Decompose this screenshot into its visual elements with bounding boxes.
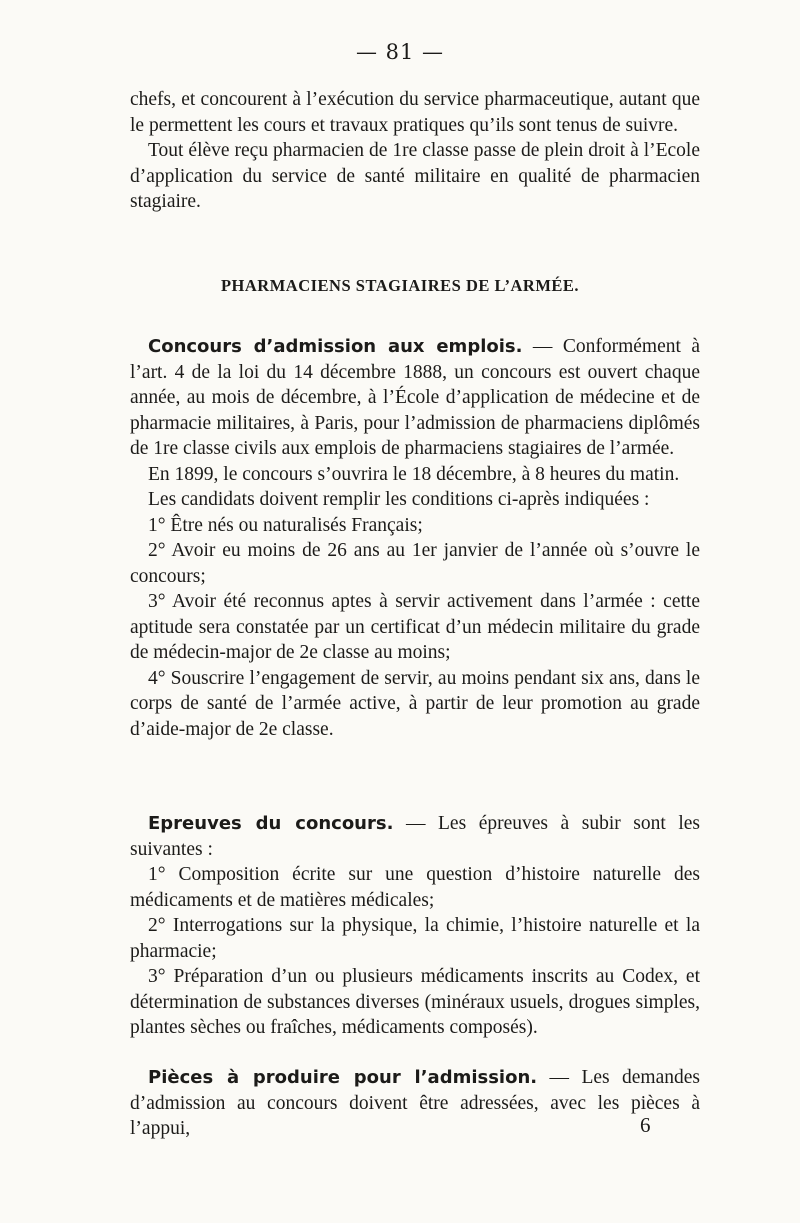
intro-paragraph-2: Tout élève reçu pharmacien de 1re classe passe de plein droit à l’Ecole d’application du service de santé militaire en qualité de pharmacien stagiaire. [130,140,700,212]
epreuve-item: 1° Composition écrite sur une question d’histoire naturelle des médicaments et de matières médicales; [130,864,700,911]
conditions-intro: Les candidats doivent remplir les conditions ci-après indiquées : [148,489,650,510]
concours-date-paragraph: En 1899, le concours s’ouvrira le 18 décembre, à 8 heures du matin. [148,463,680,485]
condition-item: 1° Être nés ou naturalisés Français; [148,514,423,536]
condition-item: 2° Avoir eu moins de 26 ans au 1er janvier de l’année où s’ouvre le concours; [130,540,700,587]
condition-item: 4° Souscrire l’engagement de servir, au moins pendant six ans, dans le corps de santé de l’armée active, à partir de leur promotion au grade d’aide-major de 2e classe. [130,667,700,740]
pieces-paragraph [130,1065,700,1142]
concours-paragraph [130,334,700,462]
pieces-heading: Pièces à produire pour l’admission. [148,1067,538,1088]
epreuve-item: 2° Interrogations sur la physique, la chimie, l’histoire naturelle et la pharmacie; [130,915,700,962]
intro-block [130,87,700,215]
signature-mark: 6 [640,1113,651,1137]
epreuves-text: — Les épreuves à subir sont les suivantes : [130,813,700,860]
section-title: PHARMACIENS STAGIAIRES DE L’ARMÉE. [220,276,580,295]
epreuves-paragraph [130,811,700,862]
pieces-text: — Les demandes d’admission au concours doivent être adressées, avec les pièces à l’appui, [130,1067,700,1139]
epreuves-heading: Epreuves du concours. [148,813,394,834]
condition-item: 3° Avoir été reconnus aptes à servir activement dans l’armée : cette aptitude sera constatée par un certificat d’un médecin militaire du grade de médecin-major de 2e classe au moins; [130,591,700,663]
intro-paragraph-1: chefs, et concourent à l’exécution du service pharmaceutique, autant que le permettent les cours et travaux pratiques qu’ils sont tenus de suivre. [130,89,700,136]
epreuve-item: 3° Préparation d’un ou plusieurs médicaments inscrits au Codex, et détermination de substances diverses (minéraux usuels, drogues simples, plantes sèches ou fraîches, médicaments composés). [130,966,700,1038]
epreuves-block [130,811,700,1041]
concours-heading: Concours d’admission aux emplois. [148,336,523,357]
page-number: — 81 — [355,40,445,64]
concours-block [130,334,700,742]
concours-text: — Conformément à l’art. 4 de la loi du 14 décembre 1888, un concours est ouvert chaque année, au mois de décembre, à l’École d’application de médecine et de pharmacie militaires, à Paris, pour l’admission de pharmaciens diplômés de 1re classe civils aux emplois de pharmaciens stagiaires de l’armée. [130,336,700,459]
pieces-block [130,1065,700,1142]
